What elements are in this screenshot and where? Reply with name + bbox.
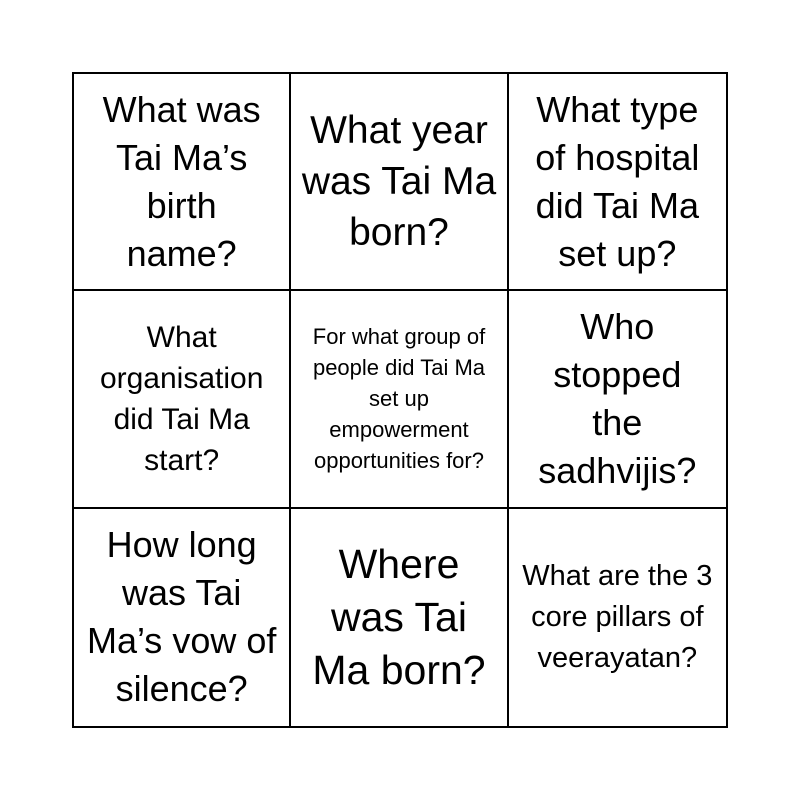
bingo-cell-text: How long was Tai Ma’s vow of silence? [86,524,277,710]
bingo-cell-text: What are the 3 core pillars of veerayatan? [522,559,713,674]
bingo-cell-text: What year was Tai Ma born? [301,109,497,255]
bingo-cell-r1c1[interactable] [74,74,291,291]
bingo-cell-text: Who stopped the sadhvijis? [538,305,697,491]
bingo-cell-r2c1[interactable] [74,291,291,508]
bingo-cell-text: What type of hospital did Tai Ma set up? [535,88,700,274]
bingo-cell-r2c3[interactable] [509,291,726,508]
bingo-cell-text: For what group of people did Tai Ma set up empowerment opportunities for? [312,324,486,474]
bingo-cell-r1c2[interactable] [291,74,508,291]
bingo-cell-r3c1[interactable] [74,509,291,726]
bingo-cell-text: What organisation did Tai Ma start? [99,320,264,477]
bingo-cell-r2c2-center[interactable] [291,291,508,508]
bingo-cell-r3c3[interactable] [509,509,726,726]
bingo-card-grid [72,72,728,728]
bingo-cell-r1c3[interactable] [509,74,726,291]
bingo-cell-r3c2[interactable] [291,509,508,726]
bingo-cell-text: What was Tai Ma’s birth name? [102,88,261,274]
bingo-cell-text: Where was Tai Ma born? [312,540,486,693]
